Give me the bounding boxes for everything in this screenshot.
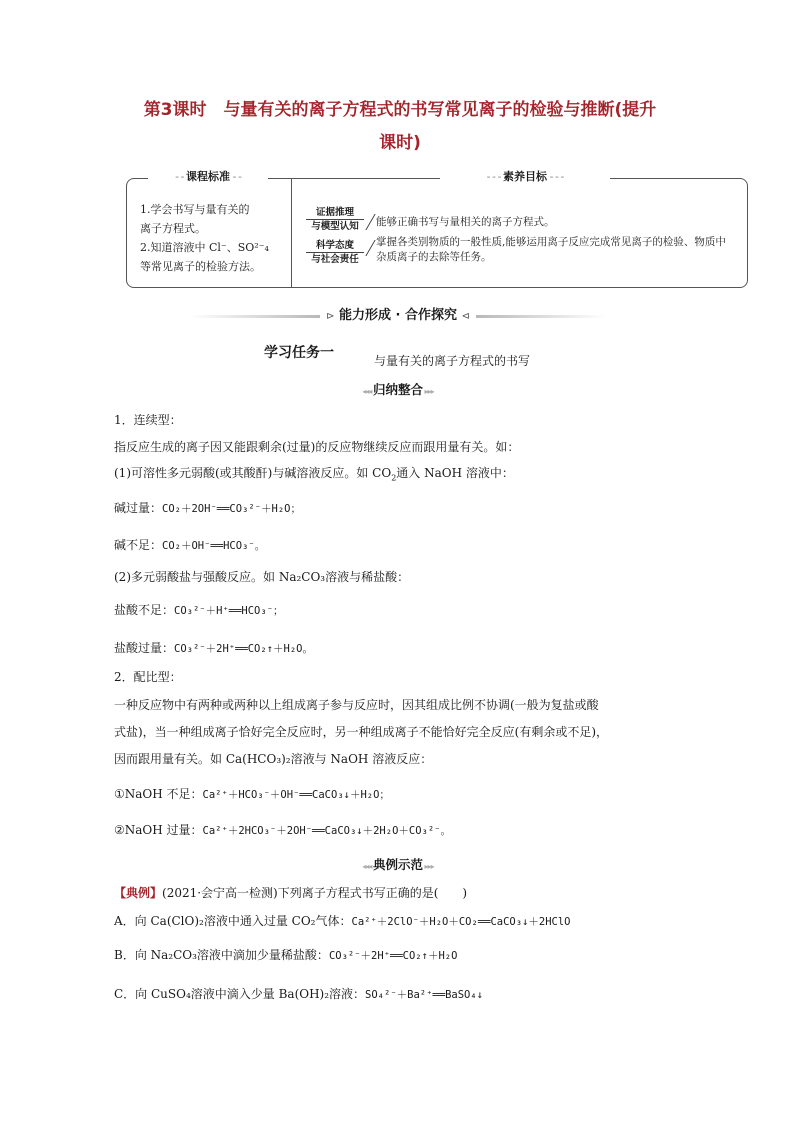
example-stem bbox=[114, 884, 467, 901]
equation-line bbox=[114, 821, 451, 838]
equation-label: 碱过量： bbox=[114, 501, 163, 515]
body-line: 指反应生成的离子因又能跟剩余(过量)的反应物继续反应而跟用量有关。如： bbox=[114, 440, 520, 454]
standards-item: 离子方程式。 bbox=[140, 222, 206, 235]
pill-top: 证据推理 bbox=[306, 206, 364, 220]
dots-decoration: ▸▸▸ bbox=[423, 862, 434, 871]
option-a bbox=[114, 912, 571, 929]
body-line: 因而跟用量有关。如 Ca(HCO₃)₂溶液与 NaOH 溶液反应： bbox=[114, 752, 433, 766]
equation: Ca²⁺＋2HCO₃⁻＋2OH⁻══CaCO₃↓＋2H₂O＋CO₃²⁻。 bbox=[202, 825, 451, 837]
goals-tab-label: 素养目标 bbox=[503, 170, 547, 183]
standards-tab bbox=[148, 168, 268, 186]
goals-tab bbox=[440, 168, 610, 186]
equation-line bbox=[114, 639, 313, 656]
arrow-right-icon: ⊳ bbox=[326, 311, 335, 322]
equation-label: 盐酸过量： bbox=[114, 641, 175, 655]
body-line: (1)可溶性多元弱酸(或其酸酐)与碱溶液反应。如 $CO_2$通入 NaOH 溶液中： bbox=[114, 466, 514, 483]
subheading-example bbox=[300, 855, 496, 873]
equation: CO₂＋OH⁻══HCO₃⁻。 bbox=[162, 540, 266, 552]
goal-category-pill bbox=[306, 239, 364, 266]
standards-item: 1.学会书写与量有关的 bbox=[140, 203, 250, 216]
standards-item: 2.知道溶液中 Cl⁻、SO²⁻₄ bbox=[140, 241, 269, 254]
option-text: A．向 Ca(ClO)₂溶液中通入过量 CO₂气体： bbox=[114, 914, 352, 928]
equation-label: 碱不足： bbox=[114, 538, 163, 552]
banner-line bbox=[476, 315, 606, 318]
body-line: 2．配比型： bbox=[114, 670, 182, 684]
equation: SO₄²⁻＋Ba²⁺══BaSO₄↓ bbox=[365, 989, 484, 1001]
body-line: (2)多元弱酸盐与强酸反应。如 Na₂CO₃溶液与稀盐酸： bbox=[114, 570, 410, 584]
equation: CO₃²⁻＋2H⁺══CO₂↑＋H₂O bbox=[328, 950, 458, 962]
body-line: 1．连续型： bbox=[114, 413, 182, 427]
equation-line bbox=[114, 601, 284, 618]
equation-label: ①NaOH 不足： bbox=[114, 787, 203, 801]
equation: Ca²⁺＋2ClO⁻＋H₂O＋CO₂══CaCO₃↓＋2HClO bbox=[351, 916, 571, 928]
option-text: C．向 CuSO₄溶液中滴入少量 Ba(OH)₂溶液： bbox=[114, 987, 366, 1001]
subheading-label: 典例示范 bbox=[372, 857, 423, 872]
body-line: 式盐)，当一种组成离子恰好完全反应时，另一种组成离子不能恰好完全反应(有剩余或不足)， bbox=[114, 725, 609, 739]
page-title-line2: 课时) bbox=[379, 133, 421, 153]
section-banner bbox=[190, 306, 606, 326]
box-divider bbox=[291, 179, 292, 287]
subheading-summary bbox=[300, 380, 496, 398]
pill-top: 科学态度 bbox=[306, 239, 364, 253]
banner-line bbox=[190, 315, 320, 318]
example-question: (2021·会宁高一检测)下列离子方程式书写正确的是( ) bbox=[162, 886, 468, 900]
equation-line bbox=[114, 785, 390, 802]
dash-decoration: - - bbox=[230, 170, 241, 183]
subheading-label: 归纳整合 bbox=[372, 382, 423, 397]
text-span: (1)可溶性多元弱酸(或其酸酐)与碱溶液反应。如 CO bbox=[114, 466, 392, 480]
page-title-line1: 第3课时 与量有关的离子方程式的书写常见离子的检验与推断(提升 bbox=[143, 100, 657, 120]
equation: Ca²⁺＋HCO₃⁻＋OH⁻══CaCO₃↓＋H₂O； bbox=[202, 789, 390, 801]
standards-tab-label: 课程标准 bbox=[186, 170, 230, 183]
body-line: 一种反应物中有两种或两种以上组成离子参与反应时，因其组成比例不协调(一般为复盐或酸 bbox=[114, 698, 599, 712]
dots-decoration: ◂◂◂ bbox=[362, 387, 373, 396]
equation-line bbox=[114, 499, 301, 516]
dash-decoration: - - - bbox=[547, 170, 564, 183]
text-span: 通入 NaOH 溶液中： bbox=[396, 466, 514, 480]
goal-text: 能够正确书写与量相关的离子方程式。 bbox=[376, 216, 555, 228]
dots-decoration: ▸▸▸ bbox=[423, 387, 434, 396]
banner-label: 能力形成 · 合作探究 bbox=[339, 308, 457, 323]
equation: CO₂＋2OH⁻══CO₃²⁻＋H₂O； bbox=[162, 503, 301, 515]
dash-decoration: - - bbox=[175, 170, 186, 183]
arrow-left-icon: ⊲ bbox=[461, 311, 470, 322]
option-b bbox=[114, 946, 457, 963]
pill-bottom: 与社会责任 bbox=[311, 254, 359, 265]
standards-item: 等常见离子的检验方法。 bbox=[140, 260, 261, 273]
dash-decoration: - - - bbox=[486, 170, 503, 183]
option-c bbox=[114, 985, 483, 1002]
task-label: 学习任务一 bbox=[264, 345, 334, 361]
goal-category-pill bbox=[306, 206, 364, 233]
equation-label: ②NaOH 过量： bbox=[114, 823, 203, 837]
goal-text: 掌握各类别物质的一般性质,能够运用离子反应完成常见离子的检验、物质中杂质离子的去除等任务。 bbox=[376, 236, 726, 263]
dots-decoration: ◂◂◂ bbox=[362, 862, 373, 871]
task-subtitle: 与量有关的离子方程式的书写 bbox=[374, 354, 531, 368]
equation: CO₃²⁻＋2H⁺══CO₂↑＋H₂O。 bbox=[174, 643, 313, 655]
pill-bottom: 与模型认知 bbox=[311, 221, 359, 232]
standards-list bbox=[140, 200, 280, 276]
option-text: B．向 Na₂CO₃溶液中滴加少量稀盐酸： bbox=[114, 948, 329, 962]
equation-label: 盐酸不足： bbox=[114, 603, 175, 617]
equation-line bbox=[114, 536, 265, 553]
equation: CO₃²⁻＋H⁺══HCO₃⁻； bbox=[174, 605, 284, 617]
example-tag: 【典例】 bbox=[114, 886, 163, 900]
